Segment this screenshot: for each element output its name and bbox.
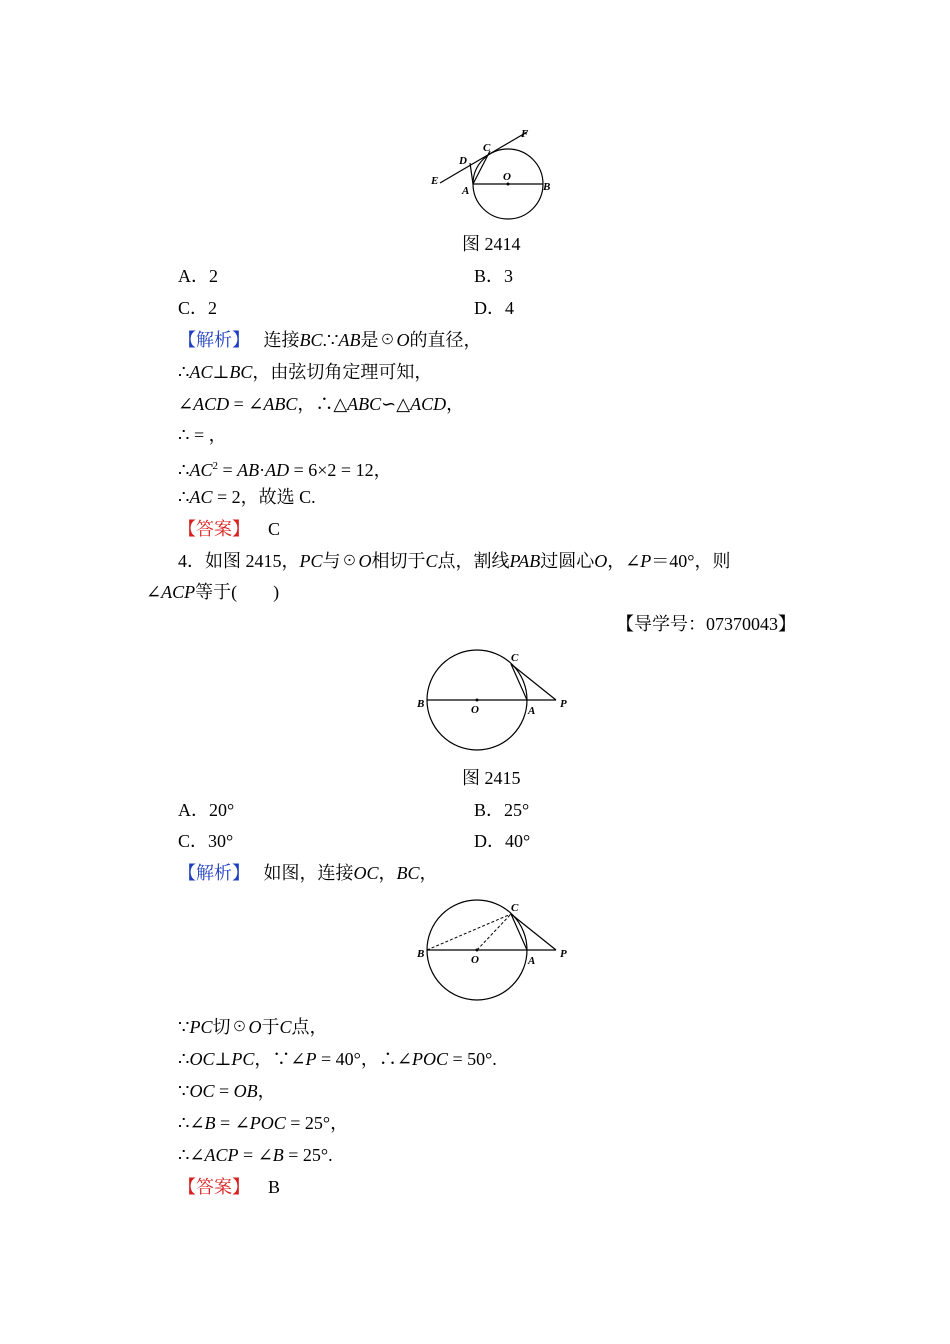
- chord-ac: [511, 914, 527, 950]
- chord-ac: [473, 151, 490, 184]
- center-dot: [476, 949, 479, 952]
- figure-caption: 图 2415: [462, 768, 521, 788]
- answer-tag: 【答案】: [178, 1177, 250, 1197]
- answer-line: [178, 518, 280, 540]
- analysis-line-5: $\therefore AC^2 = AB\cdot AD = 6\times 2 = 12$，: [178, 460, 392, 480]
- option-b: B．3: [474, 266, 514, 286]
- label-p: P: [560, 948, 567, 960]
- analysis-tag: 【解析】: [178, 863, 250, 883]
- analysis-tag: 【解析】: [178, 330, 250, 350]
- answer-value: B: [268, 1177, 281, 1197]
- figure-2415: [412, 646, 572, 754]
- label-b: B: [417, 948, 425, 960]
- label-a: A: [462, 185, 470, 197]
- analysis-line-5: ∴∠B = ∠POC = 25°，: [178, 1113, 349, 1133]
- guide-number: 【导学号：07370043】: [616, 614, 796, 634]
- label-f: F: [521, 128, 529, 140]
- option-c: C．30°: [178, 831, 234, 851]
- label-o: O: [503, 171, 511, 183]
- label-a: A: [528, 705, 536, 717]
- option-a: A．2: [178, 266, 218, 286]
- tangent-pc: [511, 914, 556, 950]
- analysis-line-3: ∴OC⊥PC，∵∠P = 40°，∴∠POC = 50°.: [178, 1049, 497, 1069]
- label-b: B: [543, 181, 551, 193]
- label-c: C: [511, 652, 519, 664]
- dashed-oc: [477, 914, 511, 950]
- figure-caption: 图 2414: [462, 234, 521, 254]
- analysis-line-2: ∵PC切☉O于C点，: [178, 1017, 328, 1037]
- option-a: A．20°: [178, 800, 235, 820]
- segment-ad: [470, 163, 473, 184]
- analysis-line-3: ∠ACD = ∠ABC，∴△ABC∽△ACD，: [178, 394, 465, 414]
- answer-tag: 【答案】: [178, 519, 250, 539]
- label-d: D: [459, 155, 467, 167]
- tangent-ef: [440, 132, 527, 183]
- answer-value: C: [268, 519, 281, 539]
- question-4-stem-2: ∠ACP等于( ): [146, 582, 280, 602]
- option-b: B．25°: [474, 800, 530, 820]
- chord-ac: [511, 664, 527, 700]
- tangent-pc: [511, 664, 556, 700]
- answer-line: [178, 1176, 280, 1198]
- label-o: O: [471, 704, 479, 716]
- label-b: B: [417, 698, 425, 710]
- question-4-stem: 4．如图 2415，PC与☉O相切于C点，割线PAB过圆心O，∠P＝40°，则: [178, 551, 731, 571]
- label-c: C: [511, 902, 519, 914]
- label-p: P: [560, 698, 567, 710]
- option-c: C．2: [178, 298, 218, 318]
- dashed-bc: [427, 914, 511, 950]
- option-d: D．40°: [474, 831, 531, 851]
- figure-analysis: [412, 896, 572, 1004]
- analysis-line-6: ∴AC = 2，故选 C.: [178, 487, 316, 507]
- analysis-line-4: ∴ = ，: [178, 425, 227, 445]
- option-d: D．4: [474, 298, 514, 318]
- analysis-line-1: 【解析】 连接BC.∵AB是☉O的直径，: [178, 330, 482, 350]
- label-a: A: [528, 955, 536, 967]
- figure-2414: [425, 124, 560, 224]
- analysis-line-1: 【解析】 如图，连接OC，BC，: [178, 863, 438, 883]
- label-o: O: [471, 954, 479, 966]
- label-c: C: [483, 142, 491, 154]
- analysis-line-4: ∵OC = OB，: [178, 1081, 276, 1101]
- label-e: E: [431, 175, 439, 187]
- analysis-line-6: ∴∠ACP = ∠B = 25°.: [178, 1145, 333, 1165]
- analysis-line-2: ∴AC⊥BC，由弦切角定理可知，: [178, 362, 433, 382]
- center-dot: [476, 699, 479, 702]
